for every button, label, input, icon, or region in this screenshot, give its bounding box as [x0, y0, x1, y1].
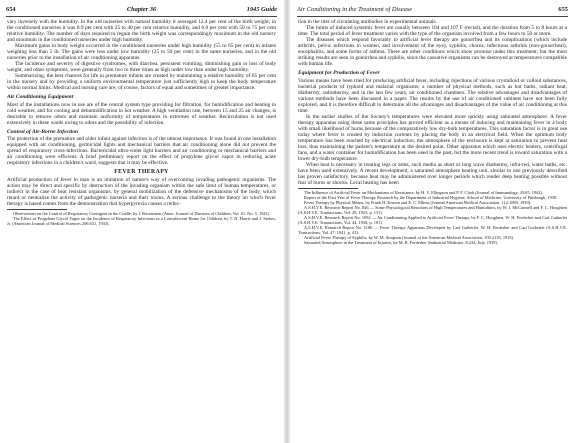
- running-title: Air Conditioning in the Treatment of Disease: [297, 6, 413, 13]
- left-page-header: [6, 6, 277, 16]
- section-heading: Equipment for Production of Fever: [298, 70, 380, 77]
- left-page: [0, 0, 283, 443]
- footnote: Report of the First Year of Fever Therapy Research by the Department of Industrial Hygiene, School of Medicine, University of Pittsburgh, 1938.: [304, 194, 558, 200]
- paragraph: tion in the titer of circulating antibodies in experimental animals.: [298, 19, 437, 25]
- paragraph: Artificial production of fever in man is an imitation of nature's way of overcoming invading pathogenic organisms. The action may be direct and specific by destruction of the invading organism within the safe limit of human temperatures, or indirect in the case of heat resistant organisms, by general mobilization of the defensive mechanisms of the body, which retard or neutralize the activity of pathogenic bacteria and their toxins. A serious challenge to the theory on which fever therapy is based comes from the demonstration that hyperpyrexia causes a reduc-: [7, 176, 276, 207]
- footnote: A.S.H.V.E. Research Report No. 846 — Some Physiological Reactions of High Temperatures and Humidities, by W. J. McConnell and F. C. Houghten (A.S.H.V.E. Transactions, Vol. 29, 1923, p. 131).: [298, 204, 567, 215]
- header-rule: [6, 16, 277, 17]
- section-heading: Control of Air-Borne Infection: [7, 128, 79, 135]
- footnote-rule: [298, 188, 358, 189]
- right-page: [291, 0, 574, 443]
- paragraph: Various means have been tried for producing artificial fever, including injections of various crystalloid or colloid substances, bacterial products of typhoid and malarial organisms; a number of physical methods, such as hot baths, radiant heat, diathermy, radiothermy, and in the last few years, air conditioned chambers. The relative advantages and disadvantages of various methods have been discussed in a paper. The results by the use of air conditioned cabinets have not been fully explored, and it is therefore difficult to determine all the advantages and disadvantages of the value of air conditioning at this time.: [298, 77, 567, 114]
- footnote: Saturated Atmosphere in the Treatment of Injuries, by M. R. Ferderber (Industrial Medicine, 8:224, July, 1939).: [304, 240, 498, 246]
- paragraph: Summarizing, the best chances for life in premature infants are created by maintaining a relative humidity of 65 per cent in the nursery and by providing a uniform environmental temperature just sufficiently high to keep the body temperature within normal limits. Medical and nursing care are, of course, factors of equal and sometimes of greater importance.: [7, 73, 276, 92]
- footnote-rule: [7, 209, 67, 210]
- footnote: Fever Therapy by Physical Means, by Frank H. Krusen and E. C. Elkins (Journal American Medical Association, 112:1089, 1939).: [304, 199, 532, 205]
- footnote: The Effect of Propylene Glycol Vapor on the Incidence of Respiratory Infections in a Convalescent Home for Children, by T. N. Harris and J. Stokes, Jr. (American Journal of Medical Sciences 206:631, 1943).: [7, 215, 276, 226]
- paragraph: In the earlier studies of the Society's temperatures were elevated more quickly using saturated atmosphere. A fever therapy apparatus using these same principles has proved efficient as a means of inducing and maintaining fever in a body with small likelihood of burns because of the comparatively low dry-bulb temperatures. This saturation factor is in great use today where fever is created by induction currents by placing the body in an electrical field. When the optimum body temperature has been reached by electrical induction, the atmosphere of the enclosure is kept at saturation to prevent heat loss, thus maintaining the patient's temperature at the desired point. Other apparatus which uses electric heaters, centrifugal fans, and a water container for humidification has been used in the past, but the more recent trend is toward saturation with a lower dry-bulb temperature.: [298, 113, 567, 162]
- page-number: 654: [6, 6, 16, 13]
- footnote: Observations on the Control of Respiratory Contagion in the Cradle, by I. Rosenstern (Amer. Journal of Diseases of Children, Vol. 61, No. 5, 1941).: [13, 210, 271, 216]
- paragraph: The diseases which respond favorably to artificial fever therapy are gonorrhea and its complications (which include arthritis, pelvic infections in women, and involvement of the eye), syphilis, chorea, infectious arthritis (non-gonorrheal), encephalitis, and some forms of asthma. There are other conditions which show promise under this treatment; but the most striking results are seen in gonorrhea and syphilis, since the causative organisms can be destroyed at temperatures compatible with human life.: [298, 37, 567, 68]
- paragraph: The limits of induced systemic fever are usually between 104 and 107 F (rectal), and the duration from 5 to 8 hours at a time. The total period of fever treatment varies with the type of the organism involved from a few hours to 50 or more.: [298, 25, 567, 38]
- footnote: A.S.H.V.E. Research Report No. 1180 — Fever Therapy Apparatus Developed by Carl Gutberlet, W. H. Ferderber and Carl Gutberlet (A.S.H.V.E. Transactions, Vol. 47, 1941, p. 41).: [298, 225, 567, 236]
- paragraph: The protection of the premature and older infant against infection is of the utmost importance. It was found in one installation equipped with air conditioning, germicidal lights and mechanical barriers that air conditioning alone did not prevent the spread of respiratory cross-infections. Bactericidal ultra-violet light barriers and air conditioning or mechanical barriers and air conditioning were efficient. A brief preliminary report on the effect of propylene glycol vapor in reducing acute respiratory infections in a children's ward, suggests that it may be effective.: [7, 136, 276, 167]
- chapter-label: Chapter 36: [126, 6, 157, 13]
- page-number: 655: [558, 6, 568, 13]
- section-title: FEVER THERAPY: [114, 169, 169, 176]
- book-gutter: [284, 0, 290, 443]
- footnote: Artificial Fever Therapy of Syphilis, by W. M. Simpson (Journal of the American Medical Association, 105:2135, 1935).: [304, 235, 515, 241]
- section-heading: Air Conditioning Equipment: [7, 94, 74, 101]
- paragraph: The incidence and severity of digestive syndromes, with diarrhea, persistent vomiting, diminishing gain or loss of body weight, and other symptoms, were generally from two to three times as high under low than under high humidity.: [7, 61, 276, 74]
- right-column: [298, 19, 567, 440]
- left-column: [7, 19, 276, 440]
- paragraph: Most of the installations now in use are of the central system type providing for filtration, for humidification and heating in cold weather, and for cooling and dehumidification in hot weather. A high ventilation rate, between 15 and 25 air changes, is desirable to remove odors and maintain uniformity of temperatures in extremes of weather. Recirculation is not used extensively in these wards owing to odors and the possibility of infection.: [7, 101, 276, 126]
- paragraph: Maximum gains in body weight occurred in the conditioned nurseries under high humidity (55 to 65 per cent) in infants weighing less than 5 lb. The gains were less under low humidity (25 to 50 per cent) in the same nurseries, and in the old nurseries prior to the installation of air conditioning apparatus.: [7, 43, 276, 62]
- guide-label: 1945 Guide: [246, 6, 277, 13]
- footnote: The Influence of Artificial Fever on Mechanisms of Resistance, by H. V. Ellingson and P. F. Clark (Journal of Immunology, 43:65, 1942).: [304, 189, 543, 195]
- header-rule: [297, 16, 568, 17]
- right-page-header: [297, 6, 568, 16]
- footnote: A.S.H.V.E. Research Report No. 1092 — Air Conditioning Applied to Artificial Fever Therapy, by F. C. Houghten, W. H. Ferderber and Carl Gutberlet (A.S.H.V.E. Transactions, Vol. 44, 1938, p. 181).: [298, 215, 567, 226]
- paragraph: vary inversely with the humidity. In the old nurseries with natural humidity it averaged 12.4 per cent of the birth weight; in the conditioned nurseries it was 8.9 per cent with 25 to 40 per cent relative humidity, and 6.0 per cent with 50 to 75 per cent relative humidity. The number of days required to regain the birth weight was correspondingly maximum in the old nursery and minimum in the conditioned nurseries under high humidity.: [7, 19, 276, 44]
- paragraph: When heat is necessary in treating legs or arms, such media as short or long wave diathermy, infra-red, water baths, etc. have been used extensively. A recent development, a saturated atmosphere heating unit, similar to one previously described has proven satisfactory, because heat may be administered over longer periods which render deep heating possible without fear of burns or shocks. Local heating has been: [298, 161, 567, 186]
